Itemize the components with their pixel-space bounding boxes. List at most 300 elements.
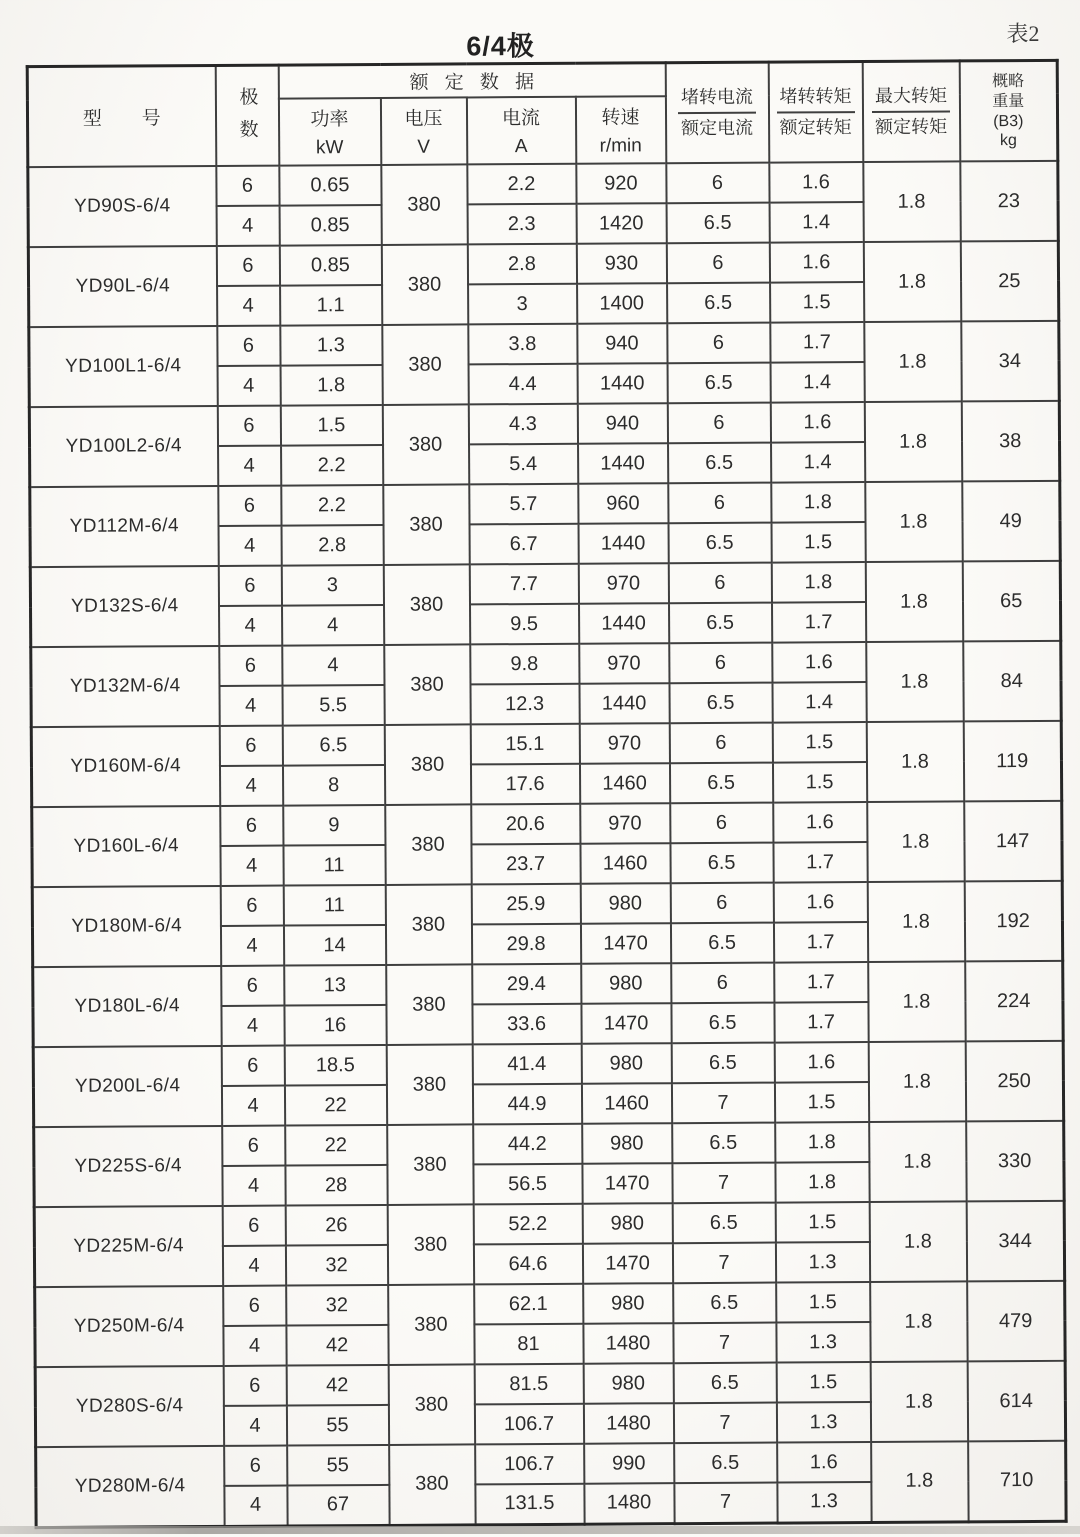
power-cell: 9 [283,805,385,846]
pole-cell: 4 [217,286,280,326]
current-cell: 3.8 [468,324,577,365]
power-cell: 2.2 [281,445,383,486]
locked-torque-ratio-cell: 1.7 [774,1002,868,1043]
current-cell: 29.8 [471,924,580,965]
motor-spec-table [26,59,1068,1529]
speed-cell: 980 [583,1283,673,1324]
current-cell: 17.6 [470,764,579,805]
max-torque-ratio-cell: 1.8 [863,161,960,242]
voltage-cell: 380 [387,1204,473,1285]
power-cell: 1.1 [280,285,382,326]
locked-torque-ratio-cell: 1.4 [771,442,865,483]
current-cell: 7.7 [469,564,578,605]
speed-cell: 940 [577,323,667,364]
weight-cell: 614 [967,1361,1065,1442]
power-cell: 22 [284,1085,386,1126]
power-cell: 2.8 [281,525,383,566]
weight-cell: 250 [965,1041,1063,1122]
speed-cell: 1470 [582,1163,672,1204]
power-cell: 13 [284,965,386,1006]
current-cell: 52.2 [473,1204,582,1245]
current-cell: 131.5 [475,1484,584,1525]
pole-cell: 6 [216,166,279,206]
locked-torque-ratio-cell: 1.5 [774,1082,868,1123]
speed-cell: 980 [580,883,670,924]
locked-torque-ratio-cell: 1.3 [776,1402,870,1443]
max-torque-ratio-cell: 1.8 [869,1121,966,1202]
locked-torque-ratio-cell: 1.5 [771,522,865,563]
current-cell: 81 [474,1324,583,1365]
header-current-unit: A [514,136,528,158]
locked-torque-ratio-cell: 1.5 [772,722,866,763]
weight-cell: 34 [961,321,1059,402]
locked-current-ratio-cell: 6.5 [668,443,771,484]
power-cell: 4 [282,605,384,646]
locked-current-ratio-cell: 7 [671,1083,774,1124]
speed-cell: 920 [576,163,666,204]
locked-current-ratio-cell: 6 [671,963,774,1004]
power-cell: 0.85 [279,245,381,286]
table-header [27,60,1058,167]
locked-torque-ratio-cell: 1.4 [769,202,863,243]
speed-cell: 1440 [577,363,667,404]
header-max-torque-ratio [862,61,960,162]
locked-current-ratio-cell: 6.5 [666,203,769,244]
header-weight-unit: kg [999,132,1017,150]
model-cell: YD280M-6/4 [36,1446,224,1527]
current-cell: 29.4 [472,964,581,1005]
locked-torque-ratio-cell: 1.6 [773,882,867,923]
header-locked-torque-ratio [768,62,863,163]
locked-current-ratio-cell: 6 [667,323,770,364]
locked-torque-ratio-cell: 1.6 [770,402,864,443]
speed-cell: 960 [578,483,668,524]
current-cell: 6.7 [469,524,578,565]
model-cell: YD225M-6/4 [34,1206,222,1287]
max-torque-ratio-cell: 1.8 [867,881,964,962]
voltage-cell: 380 [385,804,471,885]
locked-torque-denominator: 额定转矩 [779,117,852,138]
speed-cell: 970 [580,803,670,844]
weight-cell: 147 [964,801,1062,882]
header-voltage-unit: V [417,136,431,158]
speed-cell: 1440 [579,603,669,644]
speed-cell: 1460 [579,763,669,804]
current-cell: 2.8 [467,244,576,285]
max-torque-ratio-cell: 1.8 [864,321,961,402]
locked-current-ratio-cell: 6.5 [671,1003,774,1044]
power-cell: 16 [284,1005,386,1046]
locked-current-ratio-cell: 6 [669,643,772,684]
locked-torque-ratio-cell: 1.8 [771,482,865,523]
table-row [28,161,1058,207]
table-row [33,961,1063,1007]
max-torque-numerator: 最大转矩 [872,84,950,113]
locked-torque-numerator: 堵转转矩 [776,85,854,114]
speed-cell: 980 [582,1123,672,1164]
pole-cell: 4 [222,1166,285,1206]
power-cell: 18.5 [284,1045,386,1086]
current-cell: 33.6 [472,1004,581,1045]
locked-torque-ratio-cell: 1.8 [771,562,865,603]
model-cell: YD90L-6/4 [28,246,216,327]
pole-cell: 6 [218,566,281,606]
current-cell: 5.7 [469,484,578,525]
max-torque-ratio-cell: 1.8 [871,1441,968,1522]
power-cell: 42 [286,1325,388,1366]
speed-cell: 990 [584,1443,674,1484]
pole-cell: 6 [222,1206,285,1246]
locked-current-ratio-cell: 6.5 [671,1043,774,1084]
model-cell: YD225S-6/4 [34,1126,222,1207]
pole-cell: 6 [219,646,282,686]
current-cell: 15.1 [470,724,579,765]
speed-cell: 980 [582,1203,672,1244]
table-row [31,641,1061,687]
weight-cell: 49 [962,481,1060,562]
model-cell: YD132S-6/4 [30,566,218,647]
current-cell: 44.9 [472,1084,581,1125]
power-cell: 6.5 [282,725,384,766]
table-body [28,161,1066,1527]
current-cell: 23.7 [471,844,580,885]
power-cell: 55 [287,1445,389,1486]
table-row [30,561,1060,607]
locked-torque-ratio-cell: 1.6 [773,802,867,843]
locked-current-ratio-cell: 6 [668,483,771,524]
power-cell: 67 [287,1485,389,1526]
pole-cell: 6 [224,1446,287,1486]
pole-cell: 6 [217,406,280,446]
power-cell: 22 [285,1125,387,1166]
max-torque-ratio-cell: 1.8 [870,1361,967,1442]
max-torque-ratio-cell: 1.8 [866,641,963,722]
locked-torque-ratio-cell: 1.7 [774,962,868,1003]
speed-cell: 970 [579,643,669,684]
current-cell: 44.2 [473,1124,582,1165]
pole-cell: 6 [220,886,283,926]
locked-current-ratio-cell: 7 [672,1163,775,1204]
locked-current-ratio-cell: 7 [674,1483,777,1524]
table-row [28,241,1058,287]
locked-current-ratio-cell: 6.5 [674,1443,777,1484]
table-row [35,1361,1065,1407]
voltage-cell: 380 [382,324,468,405]
locked-current-ratio-cell: 6.5 [669,763,772,804]
current-cell: 9.5 [470,604,579,645]
header-rated-data-label: 额定数据 [409,71,551,94]
locked-current-ratio-cell: 7 [673,1323,776,1364]
locked-current-ratio-cell: 6.5 [670,923,773,964]
current-cell: 2.2 [467,164,576,205]
max-torque-ratio-cell: 1.8 [866,721,963,802]
voltage-cell: 380 [383,484,469,565]
pole-cell: 6 [219,726,282,766]
power-cell: 1.3 [280,325,382,366]
locked-torque-ratio-cell: 1.6 [774,1042,868,1083]
pole-cell: 4 [223,1406,286,1446]
locked-current-ratio-cell: 6.5 [667,363,770,404]
current-cell: 12.3 [470,684,579,725]
power-cell: 32 [286,1285,388,1326]
locked-current-ratio-cell: 6.5 [670,843,773,884]
table-row [29,401,1059,447]
speed-cell: 1470 [581,1003,671,1044]
table-row [33,1041,1063,1087]
table-row [34,1201,1064,1247]
weight-cell: 330 [966,1121,1064,1202]
max-torque-ratio-cell: 1.8 [865,481,962,562]
voltage-cell: 380 [382,404,468,485]
max-torque-denominator: 额定转矩 [875,116,948,138]
locked-current-ratio-cell: 6.5 [669,683,772,724]
pole-cell: 6 [218,486,281,526]
voltage-cell: 380 [389,1444,475,1525]
voltage-cell: 380 [388,1284,474,1365]
max-torque-ratio-cell: 1.8 [864,401,961,482]
power-cell: 32 [285,1245,387,1286]
locked-current-ratio-cell: 6 [666,163,769,204]
model-cell: YD200L-6/4 [33,1046,221,1127]
speed-cell: 940 [577,403,667,444]
max-torque-ratio-cell: 1.8 [867,801,964,882]
weight-cell: 710 [968,1441,1066,1522]
voltage-cell: 380 [385,884,471,965]
weight-cell: 25 [960,241,1058,322]
pole-cell: 6 [217,326,280,366]
locked-torque-ratio-cell: 1.6 [769,242,863,283]
table-row [36,1441,1066,1487]
locked-current-ratio-cell: 6.5 [672,1123,775,1164]
current-cell: 20.6 [471,804,580,845]
locked-torque-ratio-cell: 1.7 [773,842,867,883]
voltage-cell: 380 [386,1044,472,1125]
current-cell: 4.4 [468,364,577,405]
table-row [34,1121,1064,1167]
header-speed-label: 转速 [601,107,640,129]
voltage-cell: 380 [384,644,470,725]
weight-cell: 38 [961,401,1059,482]
current-cell: 25.9 [471,884,580,925]
current-cell: 106.7 [475,1444,584,1485]
max-torque-ratio-cell: 1.8 [868,961,965,1042]
locked-current-ratio-cell: 6.5 [673,1363,776,1404]
pole-cell: 4 [220,846,283,886]
locked-torque-ratio-cell: 1.5 [776,1282,870,1323]
model-cell: YD160L-6/4 [32,806,220,887]
pole-cell: 4 [219,686,282,726]
power-cell: 8 [282,765,384,806]
power-cell: 3 [281,565,383,606]
max-torque-ratio-cell: 1.8 [865,561,962,642]
weight-cell: 119 [963,721,1061,802]
current-cell: 4.3 [468,404,577,445]
speed-cell: 1470 [580,923,670,964]
locked-torque-ratio-cell: 1.7 [773,922,867,963]
current-cell: 106.7 [474,1404,583,1445]
table-row [32,801,1062,847]
max-torque-ratio-cell: 1.8 [870,1281,967,1362]
locked-current-ratio-cell: 6 [670,883,773,924]
locked-current-ratio-cell: 7 [673,1403,776,1444]
model-cell: YD100L2-6/4 [29,406,217,487]
current-cell: 2.3 [467,204,576,245]
header-voltage-label: 电压 [404,108,443,130]
locked-current-ratio-cell: 6.5 [668,523,771,564]
speed-cell: 970 [579,723,669,764]
header-speed-unit: r/min [599,135,642,157]
current-cell: 41.4 [472,1044,581,1085]
power-cell: 4 [282,645,384,686]
table-number: 表2 [1006,20,1040,47]
locked-torque-ratio-cell: 1.8 [775,1162,869,1203]
header-power [278,98,380,166]
header-weight [959,60,1058,161]
current-cell: 9.8 [470,644,579,685]
model-cell: YD180M-6/4 [32,886,220,967]
voltage-cell: 380 [383,564,469,645]
page-title: 6/4极 [466,31,535,62]
power-cell: 1.5 [280,405,382,446]
power-cell: 0.65 [279,165,381,206]
max-torque-ratio-cell: 1.8 [869,1201,966,1282]
power-cell: 14 [283,925,385,966]
locked-torque-ratio-cell: 1.4 [772,682,866,723]
header-poles-label: 极数 [236,87,258,152]
pole-cell: 4 [223,1326,286,1366]
pole-cell: 4 [218,446,281,486]
header-poles [215,65,279,166]
power-cell: 55 [286,1405,388,1446]
locked-current-denominator: 额定电流 [681,117,754,139]
pole-cell: 6 [220,806,283,846]
scan-bottom-edge [0,1526,1080,1534]
current-cell: 81.5 [474,1364,583,1405]
header-weight-label: 概略重量 [992,72,1025,111]
locked-current-ratio-cell: 6.5 [669,603,772,644]
current-cell: 56.5 [473,1164,582,1205]
locked-torque-ratio-cell: 1.5 [770,282,864,323]
header-voltage [380,97,466,165]
model-cell: YD132M-6/4 [31,646,219,727]
weight-cell: 224 [965,961,1063,1042]
locked-torque-ratio-cell: 1.6 [777,1442,871,1483]
speed-cell: 1440 [578,443,668,484]
locked-current-ratio-cell: 6 [669,723,772,764]
locked-current-ratio-cell: 6 [666,243,769,284]
locked-torque-ratio-cell: 1.3 [777,1482,871,1523]
locked-current-ratio-cell: 6.5 [673,1283,776,1324]
power-cell: 0.85 [279,205,381,246]
weight-cell: 479 [967,1281,1065,1362]
locked-torque-ratio-cell: 1.5 [776,1362,870,1403]
voltage-cell: 380 [388,1364,474,1445]
speed-cell: 1480 [583,1403,673,1444]
table-row [31,721,1061,767]
locked-torque-ratio-cell: 1.3 [776,1322,870,1363]
locked-current-numerator: 堵转电流 [678,85,756,114]
power-cell: 1.8 [280,365,382,406]
pole-cell: 6 [221,966,284,1006]
model-cell: YD250M-6/4 [35,1286,223,1367]
speed-cell: 1440 [579,683,669,724]
pole-cell: 6 [221,1046,284,1086]
pole-cell: 4 [221,1006,284,1046]
current-cell: 5.4 [469,444,578,485]
model-cell: YD160M-6/4 [31,726,219,807]
speed-cell: 980 [581,1043,671,1084]
speed-cell: 980 [581,963,671,1004]
header-model [27,65,216,167]
header-current [466,97,575,165]
table-row [35,1281,1065,1327]
pole-cell: 6 [216,246,279,286]
power-cell: 42 [286,1365,388,1406]
speed-cell: 1440 [578,523,668,564]
header-model-label: 型号 [82,107,201,130]
locked-torque-ratio-cell: 1.5 [775,1202,869,1243]
locked-torque-ratio-cell: 1.6 [769,162,863,203]
pole-cell: 4 [220,926,283,966]
locked-current-ratio-cell: 6 [667,403,770,444]
table-row [30,481,1060,527]
weight-cell: 344 [966,1201,1064,1282]
current-cell: 64.6 [473,1244,582,1285]
speed-cell: 1470 [582,1243,672,1284]
pole-cell: 4 [221,1086,284,1126]
header-rated-data [278,63,665,99]
locked-current-ratio-cell: 7 [672,1243,775,1284]
speed-cell: 1420 [576,203,666,244]
model-cell: YD280S-6/4 [35,1366,223,1447]
weight-cell: 192 [964,881,1062,962]
pole-cell: 4 [217,366,280,406]
header-locked-current-ratio [665,62,769,163]
pole-cell: 4 [218,526,281,566]
voltage-cell: 380 [384,724,470,805]
table-row [29,321,1059,367]
header-power-unit: kW [315,137,344,159]
pole-cell: 6 [222,1126,285,1166]
locked-current-ratio-cell: 6 [670,803,773,844]
speed-cell: 1400 [577,283,667,324]
locked-torque-ratio-cell: 1.7 [770,322,864,363]
power-cell: 2.2 [281,485,383,526]
current-cell: 3 [468,284,577,325]
locked-torque-ratio-cell: 1.3 [775,1242,869,1283]
locked-torque-ratio-cell: 1.8 [775,1122,869,1163]
model-cell: YD180L-6/4 [33,966,221,1047]
voltage-cell: 380 [386,964,472,1045]
speed-cell: 980 [583,1363,673,1404]
pole-cell: 6 [223,1286,286,1326]
power-cell: 28 [285,1165,387,1206]
pole-cell: 4 [222,1246,285,1286]
voltage-cell: 380 [381,244,467,325]
model-cell: YD112M-6/4 [30,486,218,567]
model-cell: YD90S-6/4 [28,166,216,247]
power-cell: 5.5 [282,685,384,726]
pole-cell: 4 [216,206,279,246]
weight-cell: 23 [960,161,1058,242]
speed-cell: 1460 [581,1083,671,1124]
locked-torque-ratio-cell: 1.4 [770,362,864,403]
power-cell: 26 [285,1205,387,1246]
header-weight-note: (B3) [993,112,1024,131]
speed-cell: 1480 [583,1323,673,1364]
voltage-cell: 380 [387,1124,473,1205]
pole-cell: 6 [223,1366,286,1406]
